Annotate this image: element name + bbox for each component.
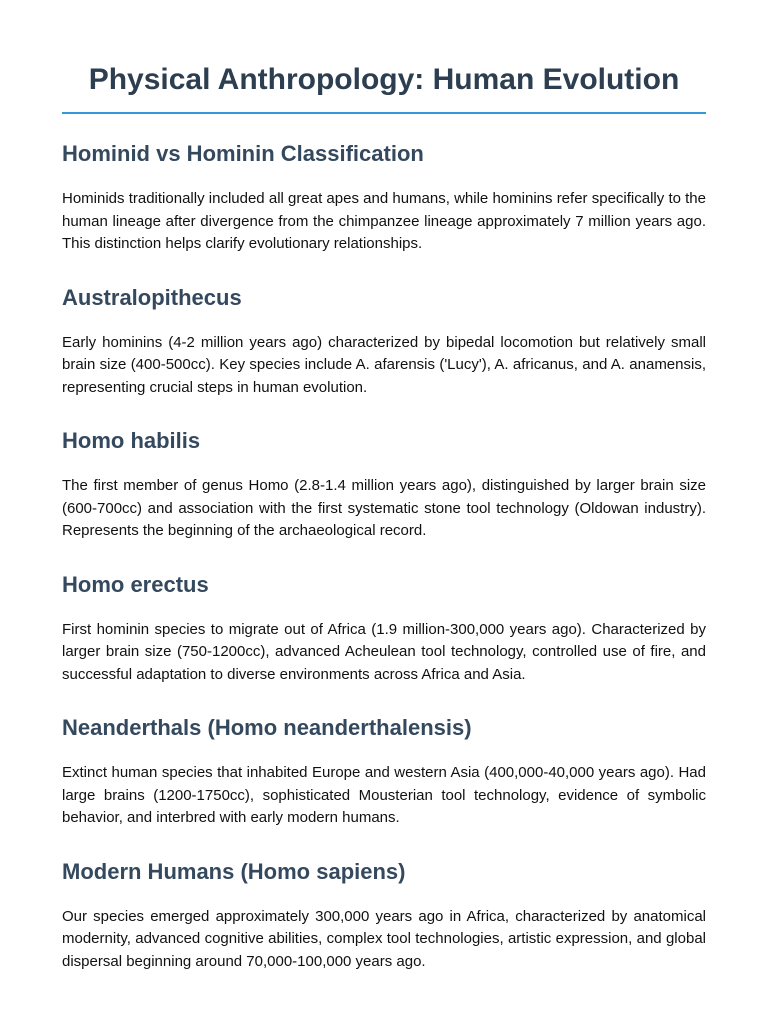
section-modern-humans	[62, 858, 706, 974]
page-title: Physical Anthropology: Human Evolution	[88, 63, 680, 96]
section-body: Hominids traditionally included all great apes and humans, while hominins refer specifically to the human lineage after divergence from the chimpanzee lineage approximately 7 million years ago. This distinction helps clarify evolutionary relationships.	[62, 190, 706, 252]
section-heading: Australopithecus	[62, 284, 242, 310]
section-body: Early hominins (4-2 million years ago) characterized by bipedal locomotion but relatively small brain size (400-500cc). Key species include A. afarensis ('Lucy'), A. africanus, and A. anamensis, representing crucial steps in human evolution.	[62, 333, 706, 396]
section-neanderthals	[62, 714, 706, 830]
section-heading: Homo erectus	[62, 571, 209, 597]
section-body: Extinct human species that inhabited Europe and western Asia (400,000-40,000 years ago). Had large brains (1200-1750cc), sophisticated Mousterian tool technology, evidence of symbolic behavior, and interbred with early modern humans.	[62, 764, 706, 826]
section-australopithecus	[62, 284, 706, 400]
title-divider	[62, 112, 706, 114]
section-homo-erectus	[62, 571, 706, 687]
section-homo-habilis	[62, 427, 706, 543]
section-body: First hominin species to migrate out of Africa (1.9 million-300,000 years ago). Characterized by larger brain size (750-1200cc), advanced Acheulean tool technology, controlled use of fire, and successful adaptation to diverse environments across Africa and Asia.	[62, 620, 706, 683]
section-hominid-vs-hominin	[62, 140, 706, 256]
section-heading: Hominid vs Hominin Classification	[62, 141, 424, 166]
section-body: Our species emerged approximately 300,000 years ago in Africa, characterized by anatomical modernity, advanced cognitive abilities, complex tool technologies, artistic expression, and global dispersal beginning around 70,000-100,000 years ago.	[62, 907, 706, 970]
section-heading: Neanderthals (Homo neanderthalensis)	[62, 715, 472, 740]
section-heading: Homo habilis	[62, 428, 201, 453]
section-heading: Modern Humans (Homo sapiens)	[62, 858, 406, 884]
section-body: The first member of genus Homo (2.8-1.4 million years ago), distinguished by larger brain size (600-700cc) and association with the first systematic stone tool technology (Oldowan industry). Represents the beginning of the archaeological record.	[62, 477, 706, 539]
